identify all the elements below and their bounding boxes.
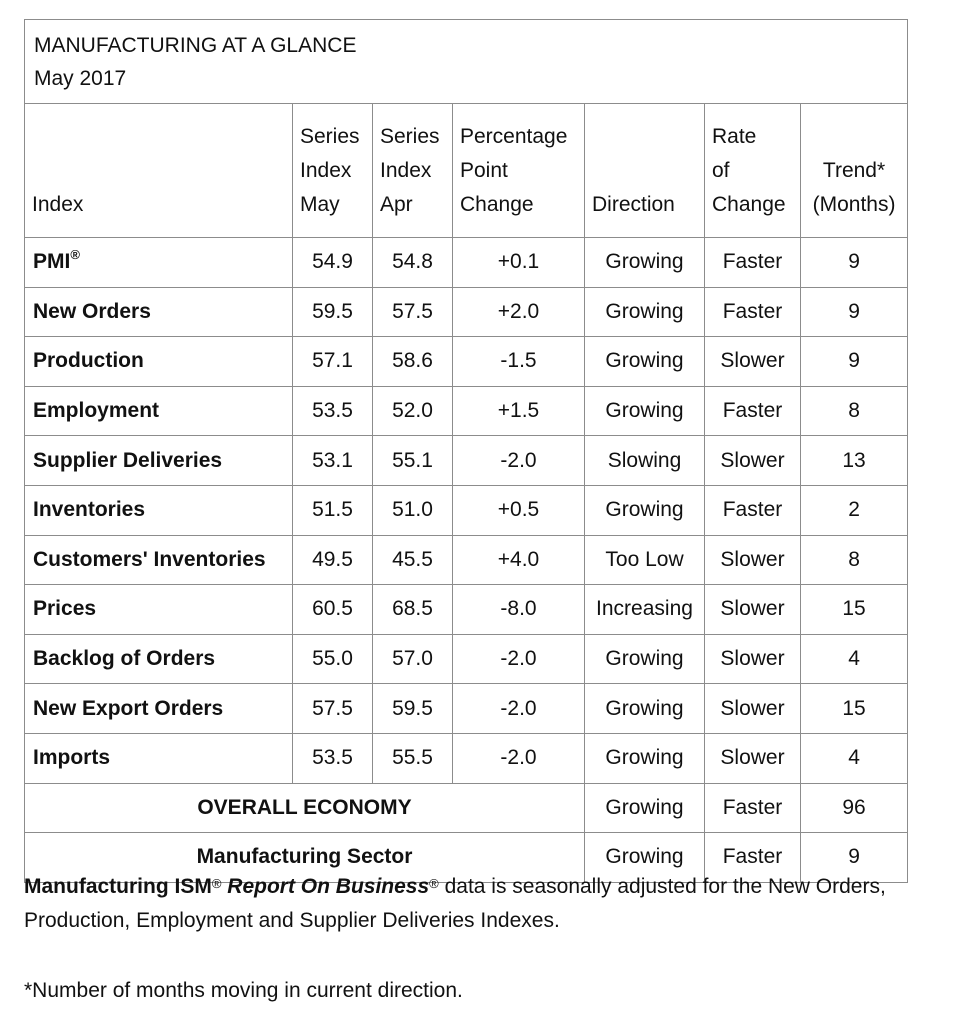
direction-cell: Growing — [585, 684, 705, 734]
header-rate-of-change — [705, 104, 801, 238]
rate-of-change-cell: Slower — [705, 535, 801, 585]
table-period: May 2017 — [34, 66, 127, 90]
table-row — [25, 634, 908, 684]
header-line: Apr — [380, 193, 413, 216]
table-row — [25, 238, 908, 288]
header-line: Change — [460, 193, 534, 216]
series-apr-cell: 58.6 — [373, 337, 453, 387]
table-row — [25, 485, 908, 535]
series-apr-cell: 57.5 — [373, 287, 453, 337]
table-row — [25, 535, 908, 585]
rate-of-change-cell: Faster — [705, 783, 801, 833]
series-may-cell: 49.5 — [293, 535, 373, 585]
percentage-change-cell: +0.5 — [453, 485, 585, 535]
header-line: (Months) — [812, 193, 896, 216]
trend-cell: 4 — [801, 733, 908, 783]
index-name: New Orders — [33, 299, 151, 323]
rate-of-change-cell: Faster — [705, 386, 801, 436]
index-name: Supplier Deliveries — [33, 448, 223, 472]
header-line: Percentage — [460, 125, 568, 148]
rate-of-change-cell: Slower — [705, 733, 801, 783]
summary-name-cell: Manufacturing Sector — [25, 833, 585, 883]
series-may-cell: 51.5 — [293, 485, 373, 535]
header-line: Index — [300, 159, 352, 182]
header-line: Change — [712, 193, 786, 216]
header-line: Point — [460, 159, 508, 182]
header-line: Direction — [592, 193, 675, 216]
rate-of-change-cell: Slower — [705, 436, 801, 486]
rate-of-change-cell: Slower — [705, 337, 801, 387]
direction-cell: Growing — [585, 485, 705, 535]
trend-cell: 2 — [801, 485, 908, 535]
note-registered-mark-2: ® — [429, 876, 439, 891]
index-name-cell — [25, 733, 293, 783]
percentage-change-cell: -2.0 — [453, 634, 585, 684]
index-name: Imports — [33, 746, 111, 770]
header-direction — [585, 104, 705, 238]
index-name-cell — [25, 337, 293, 387]
trend-cell: 96 — [801, 783, 908, 833]
footnote: *Number of months moving in current direction. — [24, 979, 463, 1002]
percentage-change-cell: -1.5 — [453, 337, 585, 387]
trend-cell: 8 — [801, 386, 908, 436]
note-line2-text: Production, Employment and Supplier Deliveries Indexes. — [24, 909, 560, 932]
header-line: of — [712, 159, 730, 182]
manufacturing-table — [24, 19, 908, 883]
series-may-cell: 55.0 — [293, 634, 373, 684]
series-apr-cell: 54.8 — [373, 238, 453, 288]
series-apr-cell: 59.5 — [373, 684, 453, 734]
trend-cell: 8 — [801, 535, 908, 585]
series-may-cell: 53.5 — [293, 733, 373, 783]
direction-cell: Slowing — [585, 436, 705, 486]
table-title: MANUFACTURING AT A GLANCE — [34, 33, 357, 57]
header-percentage-change — [453, 104, 585, 238]
percentage-change-cell: -2.0 — [453, 684, 585, 734]
index-name: Production — [33, 349, 144, 373]
index-name: Employment — [33, 399, 160, 423]
percentage-change-cell: +4.0 — [453, 535, 585, 585]
direction-cell: Growing — [585, 733, 705, 783]
index-name: New Export Orders — [33, 696, 224, 720]
registered-mark: ® — [70, 247, 80, 263]
note-registered-mark-1: ® — [211, 876, 222, 891]
index-name: Inventories — [33, 498, 146, 522]
percentage-change-cell: +2.0 — [453, 287, 585, 337]
table-row — [25, 684, 908, 734]
rate-of-change-cell: Faster — [705, 485, 801, 535]
trend-cell: 15 — [801, 684, 908, 734]
direction-cell: Increasing — [585, 585, 705, 635]
series-apr-cell: 68.5 — [373, 585, 453, 635]
header-line: Series — [300, 125, 360, 148]
index-name-cell — [25, 634, 293, 684]
summary-row — [25, 783, 908, 833]
seasonal-adjustment-note — [24, 870, 969, 938]
direction-cell: Too Low — [585, 535, 705, 585]
rate-of-change-cell: Slower — [705, 684, 801, 734]
percentage-change-cell: -2.0 — [453, 436, 585, 486]
direction-cell: Growing — [585, 783, 705, 833]
table-row — [25, 585, 908, 635]
series-apr-cell: 45.5 — [373, 535, 453, 585]
header-line: May — [300, 193, 340, 216]
header-line: Series — [380, 125, 440, 148]
table-row — [25, 337, 908, 387]
header-index — [25, 104, 293, 238]
note-line1-text: data is seasonally adjusted for the New Orders, — [438, 875, 886, 898]
series-may-cell: 59.5 — [293, 287, 373, 337]
index-name: Prices — [33, 597, 97, 621]
series-may-cell: 57.5 — [293, 684, 373, 734]
trend-cell: 4 — [801, 634, 908, 684]
series-apr-cell: 55.1 — [373, 436, 453, 486]
trend-cell: 9 — [801, 238, 908, 288]
index-name-cell — [25, 287, 293, 337]
series-may-cell: 53.1 — [293, 436, 373, 486]
index-name: Backlog of Orders — [33, 647, 216, 671]
table-row — [25, 733, 908, 783]
percentage-change-cell: +1.5 — [453, 386, 585, 436]
trend-cell: 15 — [801, 585, 908, 635]
percentage-change-cell: +0.1 — [453, 238, 585, 288]
series-may-cell: 60.5 — [293, 585, 373, 635]
rate-of-change-cell: Faster — [705, 287, 801, 337]
percentage-change-cell: -8.0 — [453, 585, 585, 635]
direction-cell: Growing — [585, 833, 705, 883]
percentage-change-cell: -2.0 — [453, 733, 585, 783]
series-apr-cell: 52.0 — [373, 386, 453, 436]
table-body — [25, 238, 908, 883]
rate-of-change-cell: Faster — [705, 238, 801, 288]
direction-cell: Growing — [585, 634, 705, 684]
trend-cell: 13 — [801, 436, 908, 486]
trend-cell: 9 — [801, 287, 908, 337]
rate-of-change-cell: Faster — [705, 833, 801, 883]
table-row — [25, 386, 908, 436]
index-name: Customers' Inventories — [33, 547, 266, 571]
table-row — [25, 287, 908, 337]
note-report-on-business: Report On Business — [227, 875, 430, 898]
rate-of-change-cell: Slower — [705, 585, 801, 635]
series-may-cell: 54.9 — [293, 238, 373, 288]
header-series-apr — [373, 104, 453, 238]
header-trend — [801, 104, 908, 238]
header-series-may — [293, 104, 373, 238]
index-name-cell — [25, 684, 293, 734]
header-line: Rate — [712, 125, 757, 148]
series-may-cell: 53.5 — [293, 386, 373, 436]
header-line: Trend* — [822, 159, 886, 182]
rate-of-change-cell: Slower — [705, 634, 801, 684]
index-name-cell — [25, 238, 293, 288]
header-line: Index — [32, 193, 84, 216]
header-line: Index — [380, 159, 432, 182]
series-apr-cell: 55.5 — [373, 733, 453, 783]
header-row — [25, 104, 908, 238]
direction-cell: Growing — [585, 386, 705, 436]
summary-name-cell: OVERALL ECONOMY — [25, 783, 585, 833]
index-name-cell — [25, 535, 293, 585]
table-row — [25, 436, 908, 486]
index-name-cell — [25, 436, 293, 486]
trend-cell: 9 — [801, 833, 908, 883]
index-name: PMI — [33, 250, 71, 274]
series-apr-cell: 57.0 — [373, 634, 453, 684]
direction-cell: Growing — [585, 287, 705, 337]
index-name-cell — [25, 585, 293, 635]
index-name-cell — [25, 485, 293, 535]
direction-cell: Growing — [585, 238, 705, 288]
index-name-cell — [25, 386, 293, 436]
direction-cell: Growing — [585, 337, 705, 387]
table-title-cell — [25, 20, 908, 104]
note-ism-label: Manufacturing ISM — [24, 875, 212, 898]
series-apr-cell: 51.0 — [373, 485, 453, 535]
trend-cell: 9 — [801, 337, 908, 387]
series-may-cell: 57.1 — [293, 337, 373, 387]
